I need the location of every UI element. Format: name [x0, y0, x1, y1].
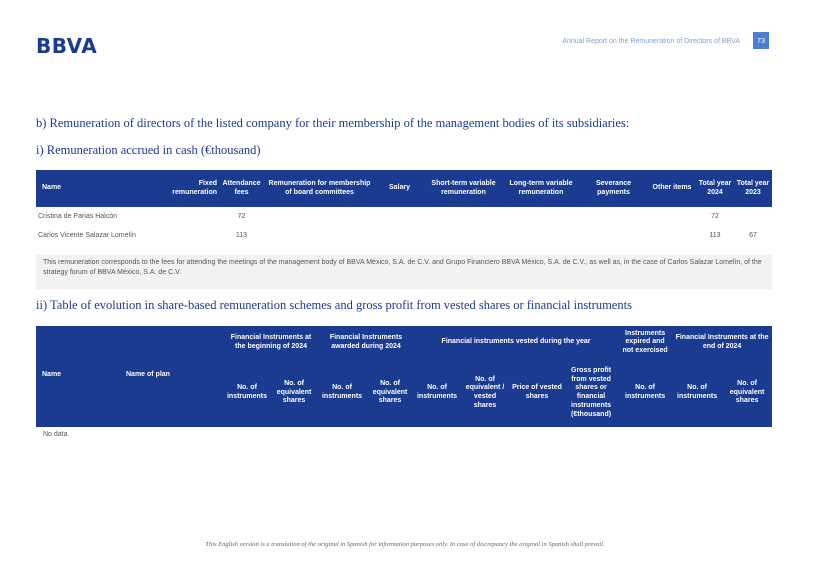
- column-header: Severance payments: [579, 170, 648, 207]
- table-cell: [503, 226, 579, 245]
- table-cell: [648, 226, 696, 245]
- table-cell: [375, 226, 424, 245]
- table-cell: 67: [749, 232, 757, 239]
- report-title: Annual Report on the Remuneration of Directors of BBVA: [562, 38, 740, 45]
- group-header: Financial Instruments at the end of 2024: [672, 326, 772, 360]
- column-header: Long-term variable remuneration: [503, 170, 579, 207]
- director-name: Carlos Vicente Salazar Lomelín: [38, 232, 136, 239]
- sub-header: No. of equivalent shares: [722, 360, 772, 426]
- bbva-logo: BBVA: [36, 34, 98, 58]
- cash-remuneration-table: [36, 170, 772, 245]
- group-header: Instruments expired and not exercised: [618, 326, 672, 360]
- table-cell: [579, 226, 648, 245]
- table-cell: [163, 207, 219, 226]
- sub-header: No. of instruments: [672, 360, 722, 426]
- group-header: Financial instruments vested during the year: [414, 326, 618, 360]
- column-header: Fixed remuneration: [163, 170, 219, 207]
- director-name: Cristina de Parias Halcón: [38, 213, 117, 220]
- no-data-text: No data: [43, 431, 68, 438]
- sub-header: Price of vested shares: [510, 360, 564, 426]
- table-cell: [734, 207, 772, 226]
- footer-disclaimer: This English version is a translation of the original in Spanish for information purposes only. In case of discrepancy the original in Spanish shall prevail.: [205, 541, 605, 548]
- sub-header: No. of equivalent / vested shares: [460, 360, 510, 426]
- table-cell: [503, 207, 579, 226]
- table-cell: [264, 207, 375, 226]
- table1-title: i) Remuneration accrued in cash (€thousand): [36, 143, 261, 157]
- table-cell: [375, 207, 424, 226]
- sub-header: No. of instruments: [224, 360, 270, 426]
- sub-header: No. of instruments: [618, 360, 672, 426]
- sub-header: No. of equivalent shares: [270, 360, 318, 426]
- sub-header: No. of instruments: [414, 360, 460, 426]
- table-row: [36, 226, 772, 245]
- table-cell: 72: [237, 213, 246, 220]
- table-cell: [264, 226, 375, 245]
- section-b-title: b) Remuneration of directors of the listed company for their membership of the management bodies of its subsidiaries:: [36, 116, 630, 130]
- share-based-remuneration-table: [36, 326, 772, 427]
- table2-title: ii) Table of evolution in share-based remuneration schemes and gross profit from vested shares or financial instruments: [36, 298, 632, 312]
- column-header-name: Name: [36, 326, 120, 426]
- column-header: Total year 2024: [696, 170, 734, 207]
- table-cell: [648, 207, 696, 226]
- sub-header: No. of instruments: [318, 360, 366, 426]
- column-header: Total year 2023: [734, 170, 772, 207]
- column-header: Other items: [648, 170, 696, 207]
- column-header: Name: [36, 170, 163, 207]
- column-header: Salary: [375, 170, 424, 207]
- column-header: Short-term variable remuneration: [424, 170, 503, 207]
- table-cell: [424, 207, 503, 226]
- table-cell: [579, 207, 648, 226]
- page-number: 73: [753, 32, 769, 49]
- table-cell: 72: [711, 213, 719, 220]
- table-cell: [163, 226, 219, 245]
- table-cell: 113: [235, 232, 248, 239]
- sub-header: Gross profit from vested shares or financial instruments (€thousand): [564, 360, 618, 426]
- group-header: Financial Instruments awarded during 2024: [318, 326, 414, 360]
- table-row: [36, 207, 772, 226]
- group-header: Financial Instruments at the beginning of 2024: [224, 326, 318, 360]
- column-header: Remuneration for membership of board committees: [264, 170, 375, 207]
- table-cell: [424, 226, 503, 245]
- table1-note: This remuneration corresponds to the fees for attending the meetings of the management body of BBVA México, S.A. de C.V. and Grupo Financiero BBVA México, S.A. de C.V., as well as, in the case of Carlos Salazar Lomelín, of the strategy forum of BBVA México, S.A. de C.V.: [36, 255, 772, 289]
- sub-header: No. of equivalent shares: [366, 360, 414, 426]
- column-header: Attendance fees: [219, 170, 264, 207]
- column-header-plan: Name of plan: [120, 326, 224, 426]
- table-cell: 113: [709, 232, 721, 239]
